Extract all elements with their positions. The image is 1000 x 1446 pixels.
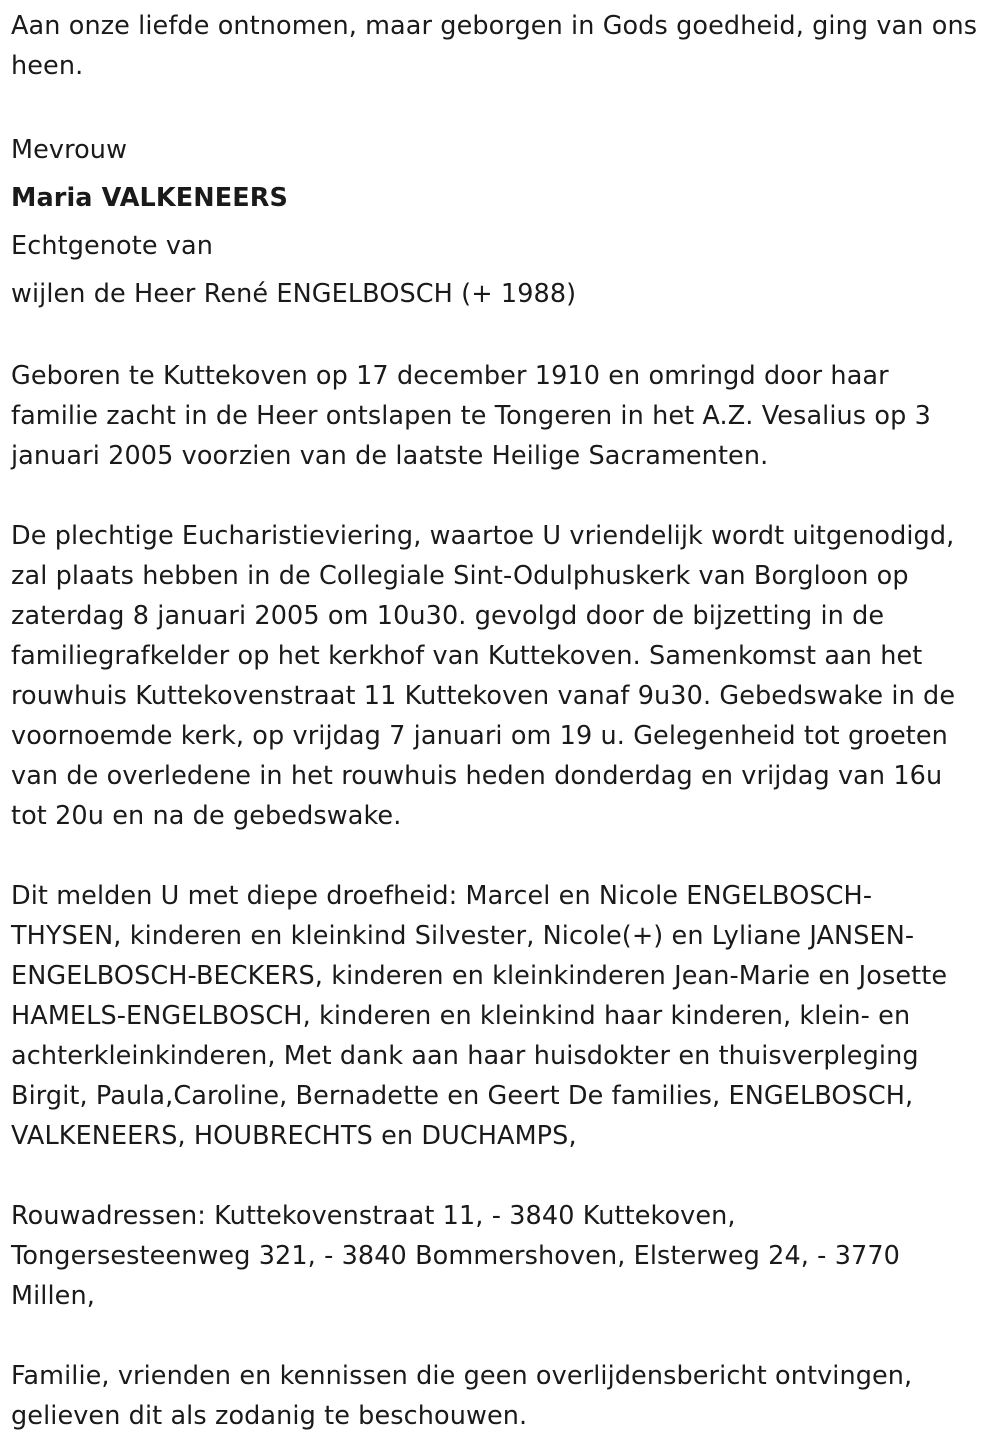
ceremony-text: De plechtige Eucharistieviering, waartoe U vriendelijk wordt uitgenodigd, zal plaats hebben in de Collegiale Sint-Odulphuskerk van Borgloon op zaterdag 8 januari 2005 om 10u30. gevolgd door de bijzetting in de familiegrafkelder op het kerkhof van Kuttekoven. Samenkomst aan het rouwhuis Kuttekovenstraat 11 Kuttekoven vanaf 9u30. Gebedswake in de voornoemde kerk, op vrijdag 7 januari om 19 u. Gelegenheid tot groeten van de overledene in het rouwhuis heden donderdag en vrijdag van 16u tot 20u en na de gebedswake. [11, 521, 956, 831]
person-header [11, 126, 980, 318]
intro-text: Aan onze liefde ontnomen, maar geborgen in Gods goedheid, ging van ons heen. [11, 11, 978, 81]
announcement-text: Dit melden U met diepe droefheid: Marcel en Nicole ENGELBOSCH-THYSEN, kinderen en kleinkind Silvester, Nicole(+) en Lyliane JANSEN-ENGELBOSCH-BECKERS, kinderen en kleinkinderen Jean-Marie en Josette HAMELS-ENGELBOSCH, kinderen en kleinkind haar kinderen, klein- en achterkleinkinderen, Met dank aan haar huisdokter en thuisverpleging Birgit, Paula,Caroline, Bernadette en Geert De families, ENGELBOSCH, VALKENEERS, HOUBRECHTS en DUCHAMPS, [11, 881, 948, 1151]
salutation: Mevrouw [11, 135, 128, 165]
closing-text: Familie, vrienden en kennissen die geen overlijdensbericht ontvingen, gelieven dit als zodanig te beschouwen. [11, 1361, 913, 1431]
relation-label: Echtgenote van [11, 231, 214, 261]
addresses-text: Rouwadressen: Kuttekovenstraat 11, - 3840 Kuttekoven, Tongersesteenweg 321, - 3840 Bommershoven, Elsterweg 24, - 3770 Millen, [11, 1201, 900, 1311]
deceased-name: Maria VALKENEERS [11, 183, 288, 213]
spouse-name: wijlen de Heer René ENGELBOSCH (+ 1988) [11, 279, 577, 309]
birth-death-text: Geboren te Kuttekoven op 17 december 1910 en omringd door haar familie zacht in de Heer ontslapen te Tongeren in het A.Z. Vesalius op 3 januari 2005 voorzien van de laatste Heilige Sacramenten. [11, 361, 931, 471]
